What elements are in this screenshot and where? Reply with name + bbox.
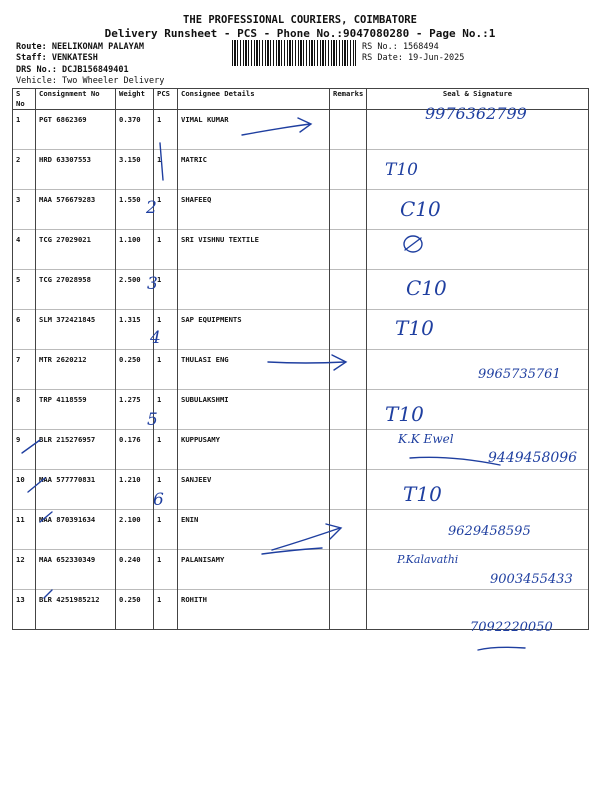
table-row [13,390,589,430]
cell-sno: 4 [13,230,36,270]
handwriting-r1-phone: 9976362799 [425,104,527,123]
cell-consignment: SLM 372421845 [36,310,116,350]
cell-remarks [330,190,367,230]
cell-signature [367,230,589,270]
cell-remarks [330,230,367,270]
cell-consignment: TCG 27028958 [36,270,116,310]
cell-sno: 6 [13,310,36,350]
cell-sno: 3 [13,190,36,230]
cell-pcs: 1 [154,470,178,510]
table-row [13,190,589,230]
handwriting-r10: T10 [403,482,442,506]
cell-signature [367,470,589,510]
cell-consignee: SRI VISHNU TEXTILE [178,230,330,270]
col-consignee: Consignee Details [178,89,330,110]
cell-sno: 7 [13,350,36,390]
cell-pcs: 1 [154,310,178,350]
handwriting-r3: C10 [400,197,441,221]
cell-consignment: BLR 215276957 [36,430,116,470]
cell-weight: 2.500 [116,270,154,310]
runsheet-subtitle: Delivery Runsheet - PCS - Phone No.:9047080280 - Page No.:1 [104,27,496,40]
cell-consignee: MATRIC [178,150,330,190]
cell-sno: 10 [13,470,36,510]
cell-consignment: MAA 652330349 [36,550,116,590]
barcode [232,40,356,66]
cell-consignee: SANJEEV [178,470,330,510]
table-row [13,470,589,510]
cell-sno: 5 [13,270,36,310]
cell-weight: 3.150 [116,150,154,190]
cell-consignee [178,270,330,310]
cell-consignment: HRD 63307553 [36,150,116,190]
cell-consignee: ROHITH [178,590,330,630]
cell-sno: 13 [13,590,36,630]
cell-consignment: PGT 6862369 [36,110,116,150]
table-row [13,230,589,270]
handwriting-r8: T10 [385,402,424,426]
runsheet-table [12,88,589,630]
handwriting-r6: T10 [395,316,434,340]
handwriting-count-5: 5 [147,410,158,430]
cell-remarks [330,590,367,630]
cell-consignee: SHAFEEQ [178,190,330,230]
cell-consignment: MAA 576679283 [36,190,116,230]
cell-remarks [330,110,367,150]
table-row [13,310,589,350]
cell-consignee: SUBULAKSHMI [178,390,330,430]
cell-sno: 12 [13,550,36,590]
col-remarks: Remarks [330,89,367,110]
col-sno: S No [13,89,36,110]
drs-label: DRS No.: DCJB156849401 [16,65,129,75]
cell-weight: 2.100 [116,510,154,550]
handwriting-r2: T10 [385,160,418,180]
cell-pcs: 1 [154,110,178,150]
rs-date-label: RS Date: 19-Jun-2025 [362,53,465,63]
cell-sno: 2 [13,150,36,190]
cell-remarks [330,350,367,390]
cell-weight: 0.240 [116,550,154,590]
cell-weight: 1.550 [116,190,154,230]
cell-pcs: 1 [154,430,178,470]
cell-pcs: 1 [154,150,178,190]
handwriting-r9-phone: 9449458096 [488,450,578,466]
col-consignment: Consignment No [36,89,116,110]
cell-weight: 1.275 [116,390,154,430]
handwriting-r5: C10 [406,276,447,300]
cell-pcs: 1 [154,590,178,630]
cell-pcs: 1 [154,510,178,550]
cell-sno: 9 [13,430,36,470]
cell-pcs: 1 [154,550,178,590]
cell-remarks [330,150,367,190]
cell-weight: 0.250 [116,590,154,630]
cell-sno: 1 [13,110,36,150]
cell-remarks [330,390,367,430]
cell-weight: 0.250 [116,350,154,390]
cell-consignment: TCG 27029021 [36,230,116,270]
vehicle-label: Vehicle: Two Wheeler Delivery [16,76,165,86]
cell-consignee: PALANISAMY [178,550,330,590]
cell-weight: 0.176 [116,430,154,470]
cell-weight: 1.210 [116,470,154,510]
cell-consignee: THULASI ENG [178,350,330,390]
cell-remarks [330,550,367,590]
cell-weight: 1.315 [116,310,154,350]
col-weight: Weight [116,89,154,110]
cell-consignee: VIMAL KUMAR [178,110,330,150]
handwriting-count-3: 3 [147,274,158,294]
cell-consignee: KUPPUSAMY [178,430,330,470]
handwriting-r12-name: P.Kalavathi [397,553,459,566]
handwriting-r7-phone: 9965735761 [478,367,561,382]
cell-remarks [330,270,367,310]
cell-sno: 11 [13,510,36,550]
cell-pcs: 1 [154,270,178,310]
cell-consignee: ENIN [178,510,330,550]
cell-consignment: TRP 4118559 [36,390,116,430]
handwriting-count-2: 2 [146,198,157,218]
cell-consignment: MAA 870391634 [36,510,116,550]
table-row [13,270,589,310]
handwriting-r12-phone: 9003455433 [490,572,573,587]
handwriting-r9-name: K.K Ewel [398,432,454,446]
cell-pcs: 1 [154,230,178,270]
cell-consignment: MTR 2620212 [36,350,116,390]
handwriting-r11-phone: 9629458595 [448,524,531,539]
handwriting-count-4: 4 [150,328,161,348]
cell-consignee: SAP EQUIPMENTS [178,310,330,350]
cell-weight: 1.100 [116,230,154,270]
cell-consignment: MAA 577770831 [36,470,116,510]
cell-remarks [330,510,367,550]
cell-sno: 8 [13,390,36,430]
col-pcs: PCS [154,89,178,110]
col-signature: Seal & Signature [367,89,589,110]
cell-remarks [330,470,367,510]
cell-pcs: 1 [154,390,178,430]
cell-pcs: 1 [154,190,178,230]
cell-remarks [330,310,367,350]
handwriting-count-6: 6 [153,490,164,510]
cell-remarks [330,430,367,470]
table-row [13,150,589,190]
rs-no-label: RS No.: 1568494 [362,42,439,52]
cell-signature [367,270,589,310]
cell-consignment: BLR 4251985212 [36,590,116,630]
cell-weight: 0.370 [116,110,154,150]
handwriting-r13-phone: 7092220050 [470,620,553,635]
cell-pcs: 1 [154,350,178,390]
company-title: THE PROFESSIONAL COURIERS, COIMBATORE [183,14,417,26]
route-label: Route: NEELIKONAM PALAYAM [16,42,144,52]
staff-label: Staff: VENKATESH [16,53,98,63]
